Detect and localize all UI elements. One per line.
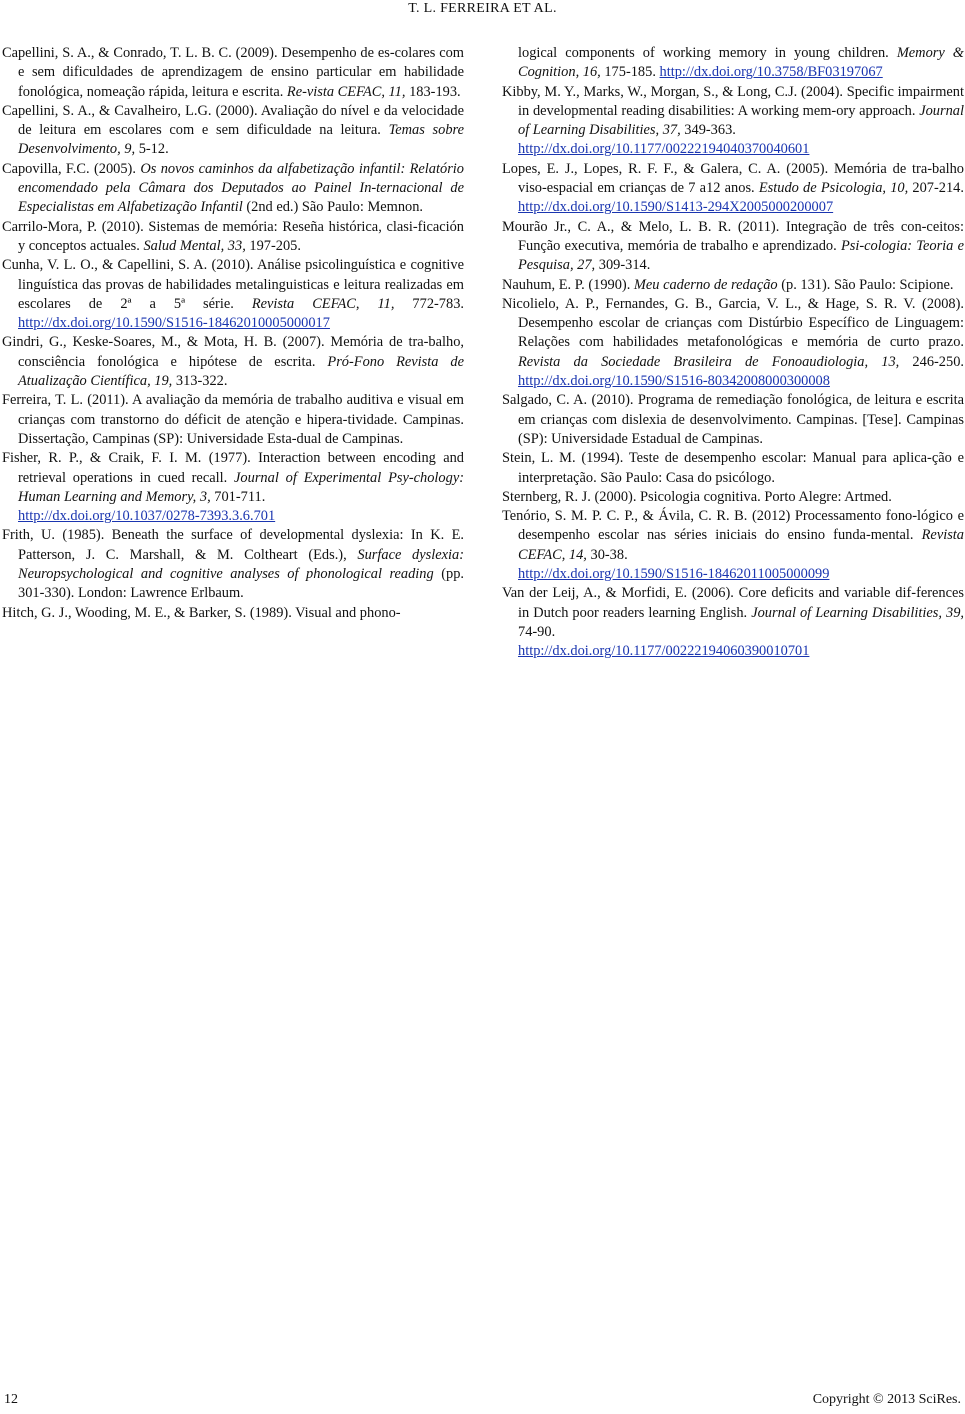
doi-link[interactable]: http://dx.doi.org/10.1177/00222194060390010701 <box>518 643 810 660</box>
reference-text: 772-783. <box>394 295 464 312</box>
reference-continuation <box>2 507 464 526</box>
reference-text: 175-185. <box>600 64 660 81</box>
reference-italic-text: Revista CEFAC, 14, <box>518 527 964 563</box>
reference-text: 349-363. <box>680 122 736 139</box>
doi-link[interactable]: http://dx.doi.org/10.3758/BF03197067 <box>659 64 883 81</box>
reference-text: Capovilla, F.C. (2005). <box>2 160 141 177</box>
reference-italic-text: Pró-Fono Revista de Atualização Científica, 19, <box>18 353 464 390</box>
reference-text: Kibby, M. Y., Marks, W., Morgan, S., & Long, C.J. (2004). Specific impairment in developmental reading disabilities: A working mem-ory approach. <box>502 83 964 119</box>
reference-text: 309-314. <box>595 257 651 274</box>
reference-entry <box>502 507 964 565</box>
copyright-notice: Copyright © 2013 SciRes. <box>812 1392 961 1407</box>
reference-entry <box>2 102 464 160</box>
reference-text: 5-12. <box>135 141 169 158</box>
reference-text: 30-38. <box>586 546 628 563</box>
reference-continuation <box>502 44 964 83</box>
reference-text: 246-250. <box>899 353 964 370</box>
reference-text: (2nd ed.) São Paulo: Memnon. <box>242 199 424 216</box>
reference-text: Lopes, E. J., Lopes, R. F. F., & Galera, C. A. (2005). Memória de tra-balho viso-espacial em crianças de 7 a12 anos. <box>502 160 964 197</box>
reference-entry <box>2 256 464 333</box>
reference-italic-text: Temas sobre Desenvolvimento, 9, <box>18 122 464 158</box>
reference-entry <box>2 604 464 623</box>
reference-italic-text: Journal of Learning Disabilities, 37, <box>518 102 964 139</box>
reference-text: Ferreira, T. L. (2011). A avaliação da memória de trabalho auditiva e visual em crianças com transtorno do déficit de atenção e hipera-tividade. Campinas. Dissertação, Campinas (SP): Universidade Esta-dual de Campinas. <box>2 392 464 447</box>
reference-text: Fisher, R. P., & Craik, F. I. M. (1977). Interaction between encoding and retrieval operations in cued recall. <box>2 450 464 486</box>
reference-entry <box>502 584 964 642</box>
reference-italic-text: Surface dyslexia: Neuropsychological and cognitive analyses of phonological reading <box>18 546 464 583</box>
reference-continuation <box>502 642 964 661</box>
reference-entry <box>502 83 964 141</box>
doi-link[interactable]: http://dx.doi.org/10.1590/S1413-294X2005000200007 <box>518 199 834 216</box>
reference-text: 74-90. <box>518 623 556 640</box>
reference-italic-text: Salud Mental, 33, <box>143 237 246 254</box>
reference-italic-text: Os novos caminhos da alfabetização infantil: Relatório encomendado pela Câmara dos Deputados ao Painel In-ternacional de Especialistas em Alfabetização Infantil <box>18 160 464 216</box>
reference-continuation <box>502 565 964 584</box>
references-left-column <box>2 44 464 623</box>
reference-text: Gindri, G., Keske-Soares, M., & Mota, H. B. (2007). Memória de tra-balho, consciência fonológica e hipótese de escrita. <box>2 334 464 370</box>
reference-entry <box>2 449 464 507</box>
doi-link[interactable]: http://dx.doi.org/10.1590/S1516-18462010005000017 <box>18 315 330 332</box>
doi-link[interactable]: http://dx.doi.org/10.1037/0278-7393.3.6.701 <box>18 508 276 525</box>
reference-italic-text: Re-vista CEFAC, 11, <box>286 83 406 100</box>
reference-text: Nicolielo, A. P., Fernandes, G. B., Garcia, V. L., & Hage, S. R. V. (2008). Desempenho escolar de crianças com Distúrbio Específico de Linguagem: Relações com habilidades metafonológicas e memória de curto prazo. <box>502 295 964 351</box>
reference-entry <box>2 160 464 218</box>
reference-italic-text: Journal of Experimental Psy-chology: Human Learning and Memory, 3, <box>18 469 464 505</box>
references-right-column <box>502 44 964 662</box>
reference-entry <box>502 449 964 488</box>
doi-link[interactable]: http://dx.doi.org/10.1177/00222194040370040601 <box>518 141 810 158</box>
reference-entry <box>2 218 464 257</box>
reference-text: (pp. 301-330). London: Lawrence Erlbaum. <box>18 566 464 602</box>
reference-entry <box>502 160 964 218</box>
reference-entry <box>2 44 464 102</box>
reference-entry <box>502 295 964 391</box>
reference-entry <box>2 391 464 449</box>
reference-text: Sternberg, R. J. (2000). Psicologia cognitiva. Porto Alegre: Artmed. <box>502 488 892 505</box>
reference-text: Hitch, G. J., Wooding, M. E., & Barker, S. (1989). Visual and phono- <box>2 604 401 621</box>
reference-entry <box>502 276 964 295</box>
reference-text: 197-205. <box>245 237 301 254</box>
running-head: T. L. FERREIRA ET AL. <box>408 1 557 16</box>
reference-text: 183-193. <box>405 83 461 100</box>
reference-italic-text: Revista CEFAC, 11, <box>251 295 395 312</box>
reference-entry <box>502 391 964 449</box>
reference-text: Carrilo-Mora, P. (2010). Sistemas de memória: Reseña histórica, clasi-ficación y conceptos actuales. <box>2 218 464 254</box>
doi-link[interactable]: http://dx.doi.org/10.1590/S1516-80342008000300008 <box>518 373 830 390</box>
reference-text: Salgado, C. A. (2010). Programa de remediação fonológica, de leitura e escrita em crianças com dislexia de desenvolvimento. Campinas. [Tese]. Campinas (SP): Universidade Estadual de Campinas. <box>502 392 964 447</box>
doi-link[interactable]: http://dx.doi.org/10.1590/S1516-18462011005000099 <box>518 566 830 583</box>
reference-text: Nauhum, E. P. (1990). <box>502 276 634 293</box>
reference-italic-text: Memory & Cognition, 16, <box>518 45 964 81</box>
reference-text: Capellini, S. A., & Cavalheiro, L.G. (2000). Avaliação do nível e da velocidade de leitura em escolares com e sem dificuldade na leitura. <box>2 102 464 139</box>
reference-text: Mourão Jr., C. A., & Melo, L. B. R. (2011). Integração de três con-ceitos: Função executiva, memória de trabalho e aprendizado. <box>502 218 964 254</box>
reference-text: Stein, L. M. (1994). Teste de desempenho escolar: Manual para aplica-ção e interpretação. São Paulo: Casa do psicólogo. <box>502 450 964 486</box>
reference-entry <box>2 333 464 391</box>
page-number: 12 <box>4 1392 18 1407</box>
reference-text: Frith, U. (1985). Beneath the surface of developmental dyslexia: In K. E. Patterson, J. C. Marshall, & M. Coltheart (Eds.), <box>2 527 464 563</box>
reference-text: 313-322. <box>172 373 228 390</box>
reference-italic-text: Revista da Sociedade Brasileira de Fonoaudiologia, 13, <box>518 353 900 370</box>
reference-text: Cunha, V. L. O., & Capellini, S. A. (2010). Análise psicolinguística e cognitive linguística das provas de habilidades metalinguisticas e leitura realizadas em escolares de 2ª a 5ª série. <box>2 257 464 312</box>
reference-italic-text: Meu caderno de redação <box>633 276 778 293</box>
reference-italic-text: Estudo de Psicologia, 10, <box>758 180 909 197</box>
reference-italic-text: Psi-cologia: Teoria e Pesquisa, 27, <box>518 237 964 274</box>
reference-text: (p. 131). São Paulo: Scipione. <box>777 276 954 293</box>
reference-entry <box>2 526 464 603</box>
reference-text: logical components of working memory in young children. <box>518 45 897 61</box>
reference-text: Van der Leij, A., & Morfidi, E. (2006). Core deficits and variable dif-ferences in Dutch poor readers learning English. <box>502 585 964 621</box>
reference-entry <box>502 218 964 276</box>
reference-entry <box>502 488 964 507</box>
reference-text: 207-214. <box>908 180 964 197</box>
reference-text: 701-711. <box>210 488 266 505</box>
reference-text: Tenório, S. M. P. C. P., & Ávila, C. R. B. (2012) Processamento fono-lógico e desempenho escolar nas séries iniciais do ensino funda-mental. <box>502 508 964 544</box>
reference-continuation <box>502 140 964 159</box>
reference-text: Capellini, S. A., & Conrado, T. L. B. C. (2009). Desempenho de es-colares com e sem dificuldades de aprendizagem de ensino particular em habilidade fonológica, nomeação rápida, leitura e escrita. <box>2 45 464 100</box>
reference-italic-text: Journal of Learning Disabilities, 39, <box>751 604 964 621</box>
